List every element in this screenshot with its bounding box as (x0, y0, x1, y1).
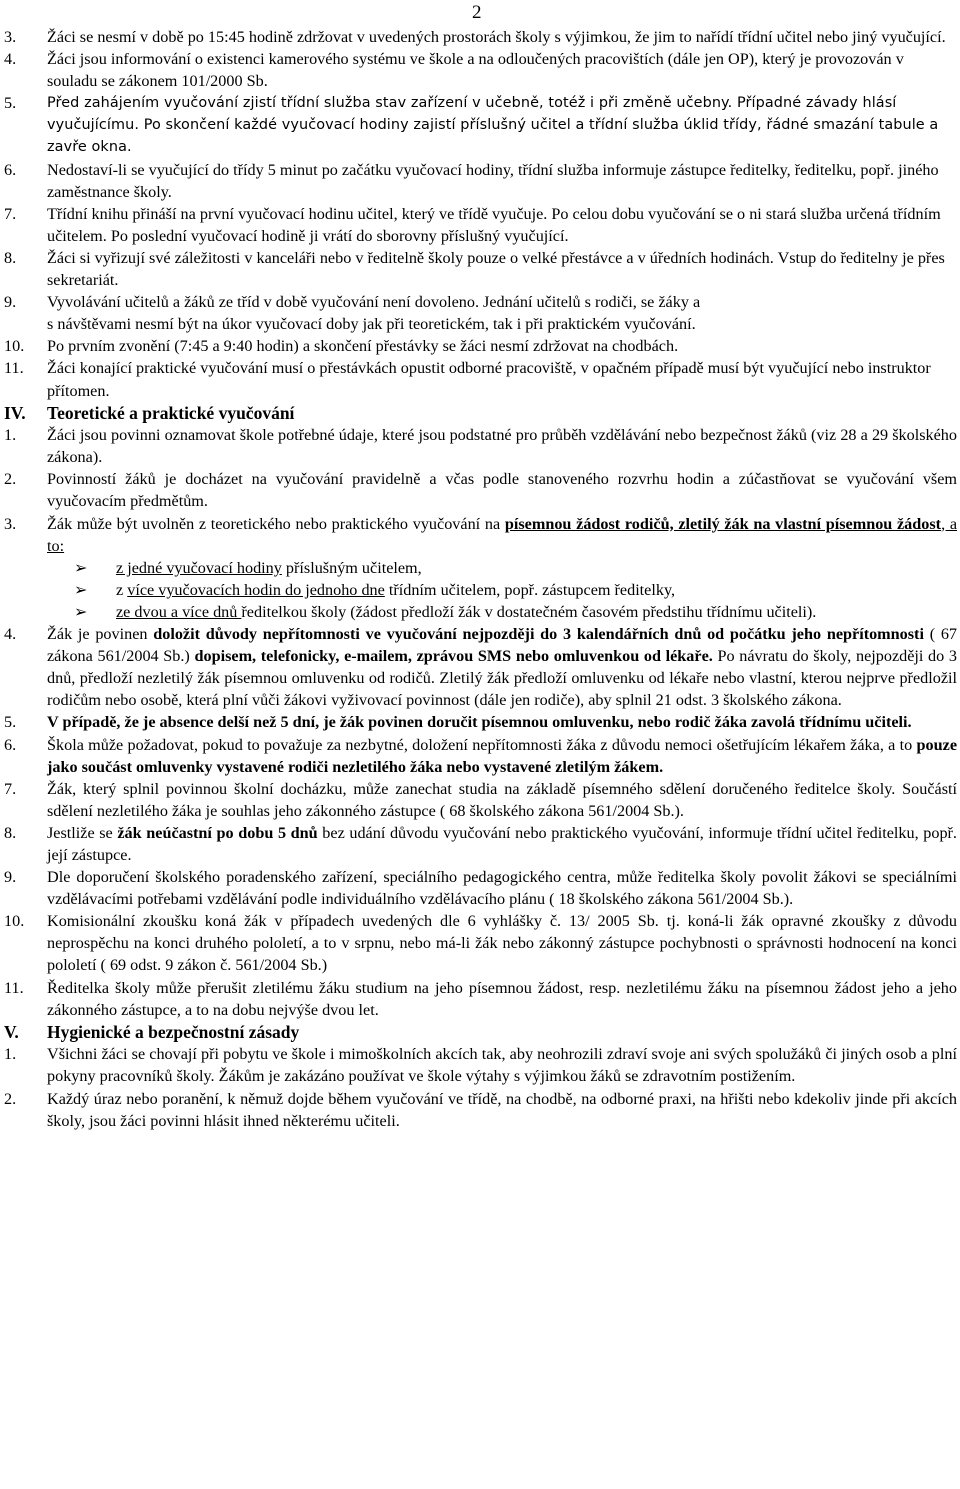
item-text: Každý úraz nebo poranění, k němuž dojde během vyučování ve třídě, na chodbě, na odborné praxi, na hřišti nebo kdekoliv jinde při akcích školy, jsou žáci povinni hlásit ihned některému učiteli. (47, 1089, 957, 1130)
bullet-item (74, 601, 957, 623)
item-text-part: Škola může požadovat, pokud to považuje za nezbytné, doložení nepřítomnosti žáka z důvodu nemoci ošetřujícím lékařem žáka, a to (47, 735, 917, 754)
rule-item (4, 910, 957, 976)
rule-item (4, 291, 957, 335)
item-text (47, 513, 957, 557)
item-text: V případě, že je absence delší než 5 dní, je žák povinen doručit písemnou omluvenku, nebo rodič žáka zavolá třídnímu učiteli. (47, 713, 912, 732)
item-text-part: Před zahájením vyučování zjistí třídní služba stav zařízení v učebně, totéž i při změně učebny. Případné závady hlásí vyučujícímu. (47, 95, 897, 134)
item-text: Žáci jsou informování o existenci kamerového systému ve škole a na odloučených pracovištích (dále jen OP), který je provozován v souladu se zákonem 101/2000 Sb. (47, 50, 904, 91)
rule-item (4, 822, 957, 866)
item-text: Ředitelka školy může přerušit zletilému žáku studium na jeho písemnou žádost, resp. nezletilému žáku na písemnou žádost jeho a jeho zákonného zástupce, a to na dobu nejvýše dvou let. (47, 978, 957, 1019)
rule-item (4, 247, 957, 291)
item-number: 8. (4, 248, 17, 267)
arrow-bullet-icon: ➢ (74, 558, 88, 577)
section-heading (4, 402, 957, 425)
item-text-part: s návštěvami nesmí být na úkor vyučovací doby jak při teoretickém, tak i při praktickém vyučování. (47, 315, 696, 334)
item-number: 7. (4, 779, 17, 798)
rule-item (4, 203, 957, 247)
rule-item (4, 734, 957, 778)
item-text-part: bez udání důvodu vyučování nebo praktického vyučování, informuje třídní učitel ředitelku, popř. její zástupce. (47, 823, 957, 864)
item-text-part: Po skončení každé vyučovací hodiny zajistí příslušný učitel a třídní služba úklid třídy, řádné smazání tabule a zavře okna. (47, 117, 939, 156)
bullet-text (116, 601, 957, 623)
rule-item (4, 1088, 957, 1132)
rule-item (4, 335, 957, 357)
item-text: Žáci konající praktické vyučování musí o přestávkách opustit odborné pracoviště, v opačném případě musí být vyučující nebo instruktor přítomen. (47, 359, 931, 400)
rule-item (4, 623, 957, 711)
section-title: Hygienické a bezpečnostní zásady (47, 1021, 300, 1042)
item-text-part: Po návratu do školy, nejpozději do 3 dnů, předloží nezletilý žák písemnou omluvenku od rodičů. Zletilý žák předloží omluvenku od lékaře nebo vlastní, kterou nejprve předložil rodičům nebo osobě, která plní vůči žákovi vyživovací povinnost (dále jen rodiče), aby splnil 21 odst. 3 školského zákona. (47, 647, 957, 710)
item-text: Žáci se nesmí v době po 15:45 hodině zdržovat v uvedených prostorách školy s výjimkou, že jim to nařídí třídní učitel nebo jiný vyučující. (47, 28, 946, 46)
rule-item (4, 424, 957, 468)
item-number: 10. (4, 337, 25, 356)
item-text-part: Žák je povinen (47, 625, 154, 644)
item-number: 11. (4, 359, 24, 378)
item-text (47, 734, 957, 778)
item-number: 10. (4, 912, 25, 931)
item-text: Komisionální zkoušku koná žák v případech uvedených dle 6 vyhlášky č. 13/ 2005 Sb. tj. koná-li žák opravné zkoušky z důvodu neprospěchu na konci druhého pololetí, a to v srpnu, nebo má-li žák nebo zákonný zástupce pochybnosti o správnosti hodnocení na konci pololetí ( 69 odst. 9 zákon č. 561/2004 Sb.) (47, 912, 957, 975)
underlined-text: z jedné vyučovací hodiny (116, 558, 282, 577)
bold-text: žák neúčastní po dobu 5 dnů (117, 823, 318, 842)
rule-item (4, 711, 957, 733)
item-text-part: ( 67 zákona 561/2004 Sb.) (47, 625, 958, 666)
bullet-text-part: z (116, 580, 128, 599)
item-text (47, 291, 957, 335)
rule-item (4, 92, 957, 158)
item-text (47, 822, 957, 866)
item-number: 7. (4, 204, 17, 223)
item-number: 2. (4, 470, 17, 489)
rule-item (4, 357, 957, 401)
bullet-text-part: ředitelkou školy (žádost předloží žák v dostatečném časovém předstihu třídnímu učiteli). (241, 602, 817, 621)
item-number: 6. (4, 160, 17, 179)
bullet-item (74, 579, 957, 601)
item-number: 11. (4, 978, 24, 997)
item-number: 3. (4, 28, 17, 46)
item-number: 1. (4, 426, 17, 445)
item-text-part: , a to: (47, 514, 958, 555)
item-number: 4. (4, 625, 17, 644)
item-number: 5. (4, 94, 17, 113)
bold-text: dopisem, telefonicky, e-mailem, zprávou SMS nebo omluvenkou od lékaře. (194, 647, 713, 666)
item-text: Žáci si vyřizují své záležitosti v kanceláři nebo v ředitelně školy pouze o velké přestávce a v úředních hodinách. Vstup do ředitelny je přes sekretariát. (47, 248, 945, 290)
rule-item (4, 159, 957, 203)
arrow-bullet-icon: ➢ (74, 580, 88, 599)
bullet-item (74, 557, 957, 579)
arrow-bullet-icon: ➢ (74, 602, 88, 621)
item-number: 6. (4, 735, 17, 754)
item-text-part: Jestliže se (47, 823, 118, 842)
rule-item (4, 977, 957, 1021)
bullet-text-part: příslušným učitelem, (281, 558, 422, 577)
rule-item (4, 513, 957, 557)
item-text (47, 92, 957, 158)
item-number: 2. (4, 1089, 17, 1108)
item-text-part: Žák může být uvolněn z teoretického nebo praktického vyučování na (47, 514, 505, 533)
item-number: 5. (4, 713, 17, 732)
item-number: 4. (4, 50, 17, 69)
bullet-text (116, 557, 957, 579)
document-body (4, 26, 957, 1132)
page-number: 2 (472, 2, 482, 23)
item-text: Dle doporučení školského poradenského zařízení, speciálního pedagogického centra, může ředitelka školy povolit žákovi se speciálními vzdělávacími potřebami vzdělávání podle individuálního vzdělávacího plánu ( 18 školského zákona 561/2004 Sb.). (47, 868, 957, 909)
rule-item (4, 468, 957, 512)
item-number: 1. (4, 1045, 17, 1064)
bullet-text-part: třídním učitelem, popř. zástupcem ředitelky, (384, 580, 676, 599)
rule-item (4, 1043, 957, 1087)
section-number: V. (4, 1021, 19, 1042)
rule-item (4, 48, 957, 92)
section-number: IV. (4, 402, 26, 423)
bold-text: pouze jako součást omluvenky vystavené rodiči nezletilého žáka nebo vystavené zletilým žákem. (47, 735, 957, 776)
bullet-text (116, 579, 957, 601)
underlined-text: ze dvou a více dnů (116, 602, 242, 621)
item-number: 3. (4, 514, 17, 533)
section-heading (4, 1021, 957, 1044)
underlined-text: písemnou žádost rodičů, zletilý žák na vlastní písemnou žádost (504, 514, 942, 533)
rule-item (4, 26, 957, 48)
item-number: 8. (4, 823, 17, 842)
bullet-list (74, 557, 957, 623)
item-text (47, 623, 957, 711)
underlined-text: více vyučovacích hodin do jednoho dne (127, 580, 385, 599)
item-text: Všichni žáci se chovají při pobytu ve škole i mimoškolních akcích tak, aby neohrozili zdraví svoje ani svých spolužáků či jiných osob a plní pokyny pracovníků školy. Žákům je zakázáno používat ve škole výtahy s výjimkou žáků se zdravotním postižením. (47, 1045, 957, 1086)
item-text: Žáci jsou povinni oznamovat škole potřebné údaje, které jsou podstatné pro průběh vzdělávání nebo bezpečnost žáků (viz 28 a 29 školského zákona). (47, 426, 957, 467)
item-number: 9. (4, 868, 17, 887)
item-number: 9. (4, 293, 17, 312)
item-text: Povinností žáků je docházet na vyučování pravidelně a včas podle stanoveného rozvrhu hodin a zúčastňovat se vyučování všem vyučovacím předmětům. (47, 470, 957, 511)
rule-item (4, 778, 957, 822)
item-text-part: Vyvolávání učitelů a žáků ze tříd v době vyučování není dovoleno. Jednání učitelů s rodiči, se žáky a (47, 293, 701, 312)
item-text: Třídní knihu přináší na první vyučovací hodinu učitel, který ve třídě vyučuje. Po celou dobu vyučování se o ni stará služba určená třídním učitelem. Po poslední vyučovací hodině ji vrátí do sborovny příslušný vyučující. (47, 204, 941, 245)
bold-text: doložit důvody nepřítomnosti ve vyučování nejpozději do 3 kalendářních dnů od počátku jeho nepřítomnosti (153, 625, 924, 644)
item-text: Žák, který splnil povinnou školní docházku, může zanechat studia na základě písemného sdělení doručeného ředitelce školy. Součástí sdělení nezletilého žáka je souhlas jeho zákonného zástupce ( 68 školského zákona 561/2004 Sb.). (47, 779, 957, 820)
item-text: Nedostaví-li se vyučující do třídy 5 minut po začátku vyučovací hodiny, třídní služba informuje zástupce ředitelky, ředitelku, popř. jiného zaměstnance školy. (47, 160, 939, 201)
rule-item (4, 866, 957, 910)
item-text: Po prvním zvonění (7:45 a 9:40 hodin) a skončení přestávky se žáci nesmí zdržovat na chodbách. (47, 337, 679, 356)
section-title: Teoretické a praktické vyučování (47, 402, 295, 423)
